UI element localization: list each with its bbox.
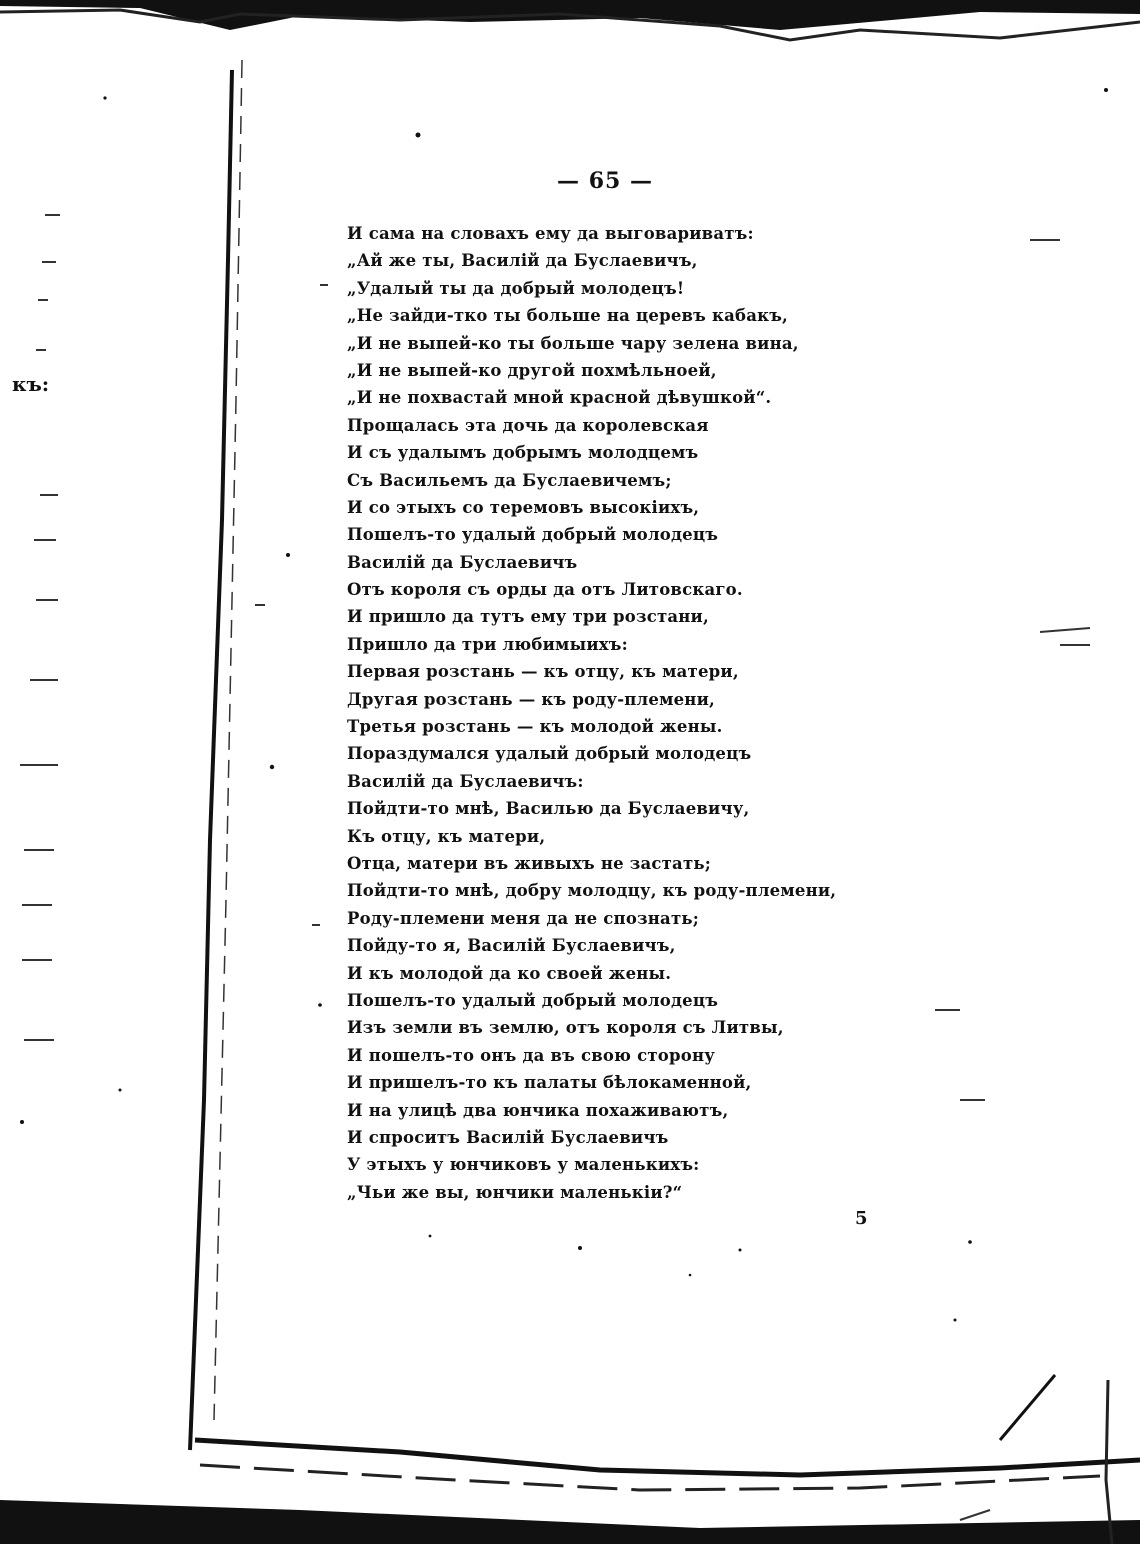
verse-line: „И не выпей-ко другой похмѣльноей, xyxy=(347,360,717,380)
verse-line: Василій да Буслаевичъ: xyxy=(347,771,584,791)
verse-line: И пришелъ-то къ палаты бѣлокаменной, xyxy=(347,1073,752,1093)
left-page-bleed xyxy=(20,215,328,1040)
page-number: — 65 — xyxy=(557,168,653,194)
verse-line: И пришло да тутъ ему три розстани, xyxy=(347,607,709,627)
verse-line: И съ удалымъ добрымъ молодцемъ xyxy=(347,443,699,463)
verse-line: „Чьи же вы, юнчики маленькіи?“ xyxy=(347,1182,683,1202)
verse-line: И со этыхъ со теремовъ высокіихъ, xyxy=(347,497,700,517)
verse-line: Василій да Буслаевичъ xyxy=(347,552,578,572)
printer-signature-mark: 5 xyxy=(855,1208,868,1229)
verse-line: Роду-племени меня да не спознать; xyxy=(347,908,700,928)
left-gutter-line xyxy=(190,70,232,1450)
verse-line: „И не похвастай мной красной дѣвушкой“. xyxy=(347,388,772,408)
bottom-black-band xyxy=(0,1500,1140,1544)
verse-line: Съ Васильемъ да Буслаевичемъ; xyxy=(347,470,672,490)
verse-line: И къ молодой да ко своей жены. xyxy=(347,963,672,983)
right-crack xyxy=(1000,1375,1055,1440)
left-page-fragment: къ: xyxy=(12,372,50,396)
verse-line: Пойдти-то мнѣ, добру молодцу, къ роду-племени, xyxy=(347,881,837,901)
verse-line: Пораздумался удалый добрый молодецъ xyxy=(347,744,752,764)
verse-line: „И не выпей-ко ты больше чару зелена вина, xyxy=(347,333,799,353)
verse-line: Отца, матери въ живыхъ не застать; xyxy=(347,853,712,873)
verse-line: Пошелъ-то удалый добрый молодецъ xyxy=(347,990,719,1010)
verse-line: Къ отцу, къ матери, xyxy=(347,826,546,846)
verse-line: Другая розстань — къ роду-племени, xyxy=(347,689,715,709)
verse-line: Первая розстань — къ отцу, къ матери, xyxy=(347,662,739,682)
right-margin-marks xyxy=(935,240,1090,1520)
bottom-edge-line xyxy=(195,1440,1140,1475)
verse-line: Пойду-то я, Василій Буслаевичъ, xyxy=(347,936,676,956)
verse-line: Пошелъ-то удалый добрый молодецъ xyxy=(347,525,719,545)
verse-line: Третья розстань — къ молодой жены. xyxy=(347,717,723,737)
verse-line: „Удалый ты да добрый молодецъ! xyxy=(347,278,685,298)
verse-line: И пошелъ-то онъ да въ свою сторону xyxy=(347,1045,715,1065)
verse-block xyxy=(347,220,867,1206)
verse-line: Отъ короля съ орды да отъ Литовскаго. xyxy=(347,580,743,600)
verse-line: И спроситъ Василій Буслаевичъ xyxy=(347,1127,669,1147)
verse-line: Изъ земли въ землю, отъ короля съ Литвы, xyxy=(347,1018,784,1038)
verse-line: И на улицѣ два юнчика похаживаютъ, xyxy=(347,1100,729,1120)
verse-line: Прощалась эта дочь да королевская xyxy=(347,415,709,435)
verse-line: „Ай же ты, Василій да Буслаевичъ, xyxy=(347,251,698,271)
verse-line: Пойдти-то мнѣ, Василью да Буслаевичу, xyxy=(347,799,750,819)
verse-line: „Не зайди-тко ты больше на церевъ кабакъ, xyxy=(347,306,789,326)
verse-line: И сама на словахъ ему да выговариватъ: xyxy=(347,224,754,243)
verse-line: У этыхъ у юнчиковъ у маленькихъ: xyxy=(347,1155,700,1175)
verse-line: Пришло да три любимыихъ: xyxy=(347,634,628,654)
